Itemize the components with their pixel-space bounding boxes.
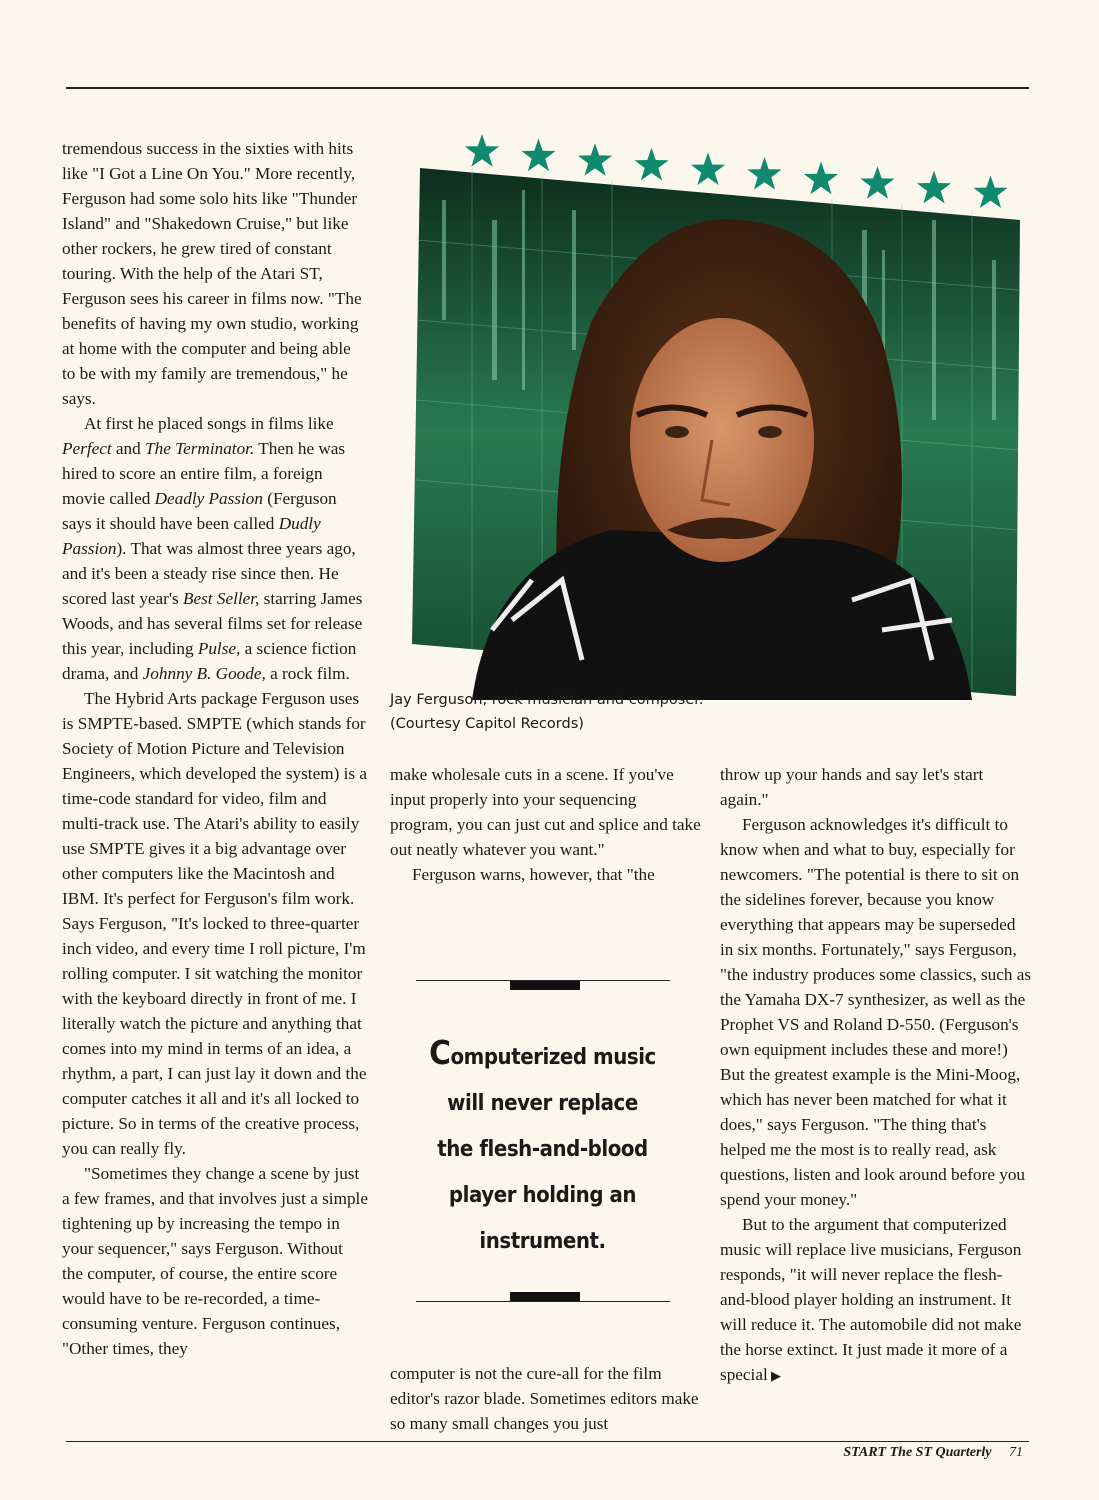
column-1 (62, 136, 368, 1361)
italic-title: Johnny B. Goode, (142, 664, 266, 683)
page-footer (843, 1445, 1023, 1461)
star-icon (917, 171, 951, 204)
italic-title: The Terminator. (145, 439, 255, 458)
italic-title: Perfect (62, 439, 112, 458)
continued-arrow-icon: ▶ (767, 1368, 781, 1383)
text-run: At first he placed songs in films like (84, 414, 334, 433)
italic-title: Pulse, (197, 639, 241, 658)
text-run: Ferguson acknowledges it's difficult to know when and what to buy, especially for newcomers. "The potential is there to sit on the sidelines forever, because you know everything that appears may be superseded in six months. Fortunately," says Ferguson, "the industry produces some classics, such as the Yamaha DX-7 synthesizer, as well as the Prophet VS and Roland D-550. (Ferguson's own equipment includes these and more!) But the greatest example is the Mini-Moog, which has never been matched for what it does," says Ferguson. "The thing that's helped me the most is to really read, ask questions, listen and look around before you spend your money." (720, 815, 1032, 1209)
page-number: 71 (1009, 1445, 1023, 1460)
text-run: Then he was hired to score an entire film, a foreign movie called (62, 439, 346, 508)
star-icon (691, 152, 725, 185)
star-icon (804, 162, 838, 195)
pull-quote-line-3: the flesh-and-blood (437, 1137, 648, 1162)
paragraph (62, 1161, 368, 1361)
paragraph (720, 812, 1032, 1212)
photo-caption (390, 688, 720, 736)
text-run: a rock film. (265, 664, 350, 683)
top-rule (66, 87, 1029, 89)
paragraph (62, 686, 368, 1161)
text-run: ). That was almost three years ago, and it's been a steady rise since then. He scored last year's (62, 539, 356, 608)
star-icon (465, 134, 499, 167)
pull-quote-bar-top (510, 981, 580, 990)
paragraph (390, 762, 702, 862)
bottom-rule (66, 1441, 1029, 1442)
pull-quote-line-1: Computerized music (429, 1033, 656, 1072)
text-run: "Sometimes they change a scene by just a few frames, and that involves just a simple tightening up by increasing the tempo in your sequencer," says Ferguson. Without the computer, of course, the entire score would have to be re-recorded, a time-consuming venture. Ferguson continues, "Other times, they (62, 1164, 368, 1358)
pull-quote-bar-bottom (510, 1292, 580, 1301)
footer-magazine: START The ST Quarterly (843, 1445, 992, 1460)
text-run: throw up your hands and say let's start again." (720, 765, 984, 809)
paragraph (720, 1212, 1032, 1388)
italic-title: Best Seller, (182, 589, 260, 608)
text-run: The Hybrid Arts package Ferguson uses is SMPTE-based. SMPTE (which stands for Society of Motion Picture and Television Engineers, which developed the system) is a time-code standard for video, film and multi-track use. The Atari's ability to easily use SMPTE gives it a big advantage over other computers like the Macintosh and IBM. It's perfect for Ferguson's film work. Says Ferguson, "It's locked to three-quarter inch video, and every time I roll picture, I'm rolling computer. I sit watching the monitor with the keyboard directly in front of me. I literally watch the picture and anything that comes into my mind in terms of an idea, a rhythm, a part, I can just lay it down and the computer catches it all and it's all locked to picture. So in terms of the creative process, you can really fly. (62, 689, 367, 1158)
italic-title: Dudly Passion (62, 514, 321, 558)
star-icon (521, 139, 555, 172)
star-icon (578, 143, 612, 176)
text-run: computer is not the cure-all for the film editor's razor blade. Sometimes editors make so many small changes you just (390, 1364, 699, 1433)
pull-quote-rule-bottom (416, 1301, 670, 1302)
text-run: a science fiction drama, and (62, 639, 357, 683)
pull-quote-line-2: will never replace (447, 1091, 638, 1116)
text-run: Ferguson warns, however, that "the (412, 865, 655, 884)
text-run: and (111, 439, 146, 458)
star-icon (973, 175, 1007, 208)
paragraph (62, 136, 368, 411)
text-run: But to the argument that computerized music will replace live musicians, Ferguson responds, "it will never replace the flesh-and-blood player holding an instrument. It will reduce it. The automobile did not make the horse extinct. It just made it more of a special (720, 1215, 1022, 1384)
star-icon (634, 148, 668, 181)
column-2-top (390, 762, 702, 887)
text-run: tremendous success in the sixties with hits like "I Got a Line On You." More recently, Ferguson had some solo hits like "Thunder Island" and "Shakedown Cruise," but like other rockers, he grew tired of constant touring. With the help of the Atari ST, Ferguson sees his career in films now. "The benefits of having my own studio, working at home with the computer and being able to be with my family are tremendous," he says. (62, 139, 362, 408)
text-run: make wholesale cuts in a scene. If you've input properly into your sequencing program, you can just cut and splice and take out neatly whatever you want." (390, 765, 701, 859)
portrait-photo (412, 160, 1024, 700)
text-run: starring James Woods, and has several films set for release this year, including (62, 589, 363, 658)
pull-quote-drop-cap: C (429, 1033, 451, 1072)
column-3 (720, 762, 1032, 1388)
text-run: (Ferguson says it should have been called (62, 489, 337, 533)
caption-line-2: (Courtesy Capitol Records) (390, 716, 584, 732)
paragraph (62, 411, 368, 686)
pull-quote-line-4: player holding an (448, 1183, 637, 1208)
pull-quote-line-5: instrument. (479, 1229, 606, 1254)
italic-title: Deadly Passion (154, 489, 263, 508)
caption-line-1: Jay Ferguson, rock musician and composer. (390, 692, 704, 708)
paragraph (390, 862, 702, 887)
paragraph (720, 762, 1032, 812)
star-icon (747, 157, 781, 190)
star-icon (860, 166, 894, 199)
column-2-bottom (390, 1361, 702, 1436)
paragraph (390, 1361, 702, 1436)
star-row (458, 130, 1023, 218)
pull-quote (414, 1030, 671, 1265)
